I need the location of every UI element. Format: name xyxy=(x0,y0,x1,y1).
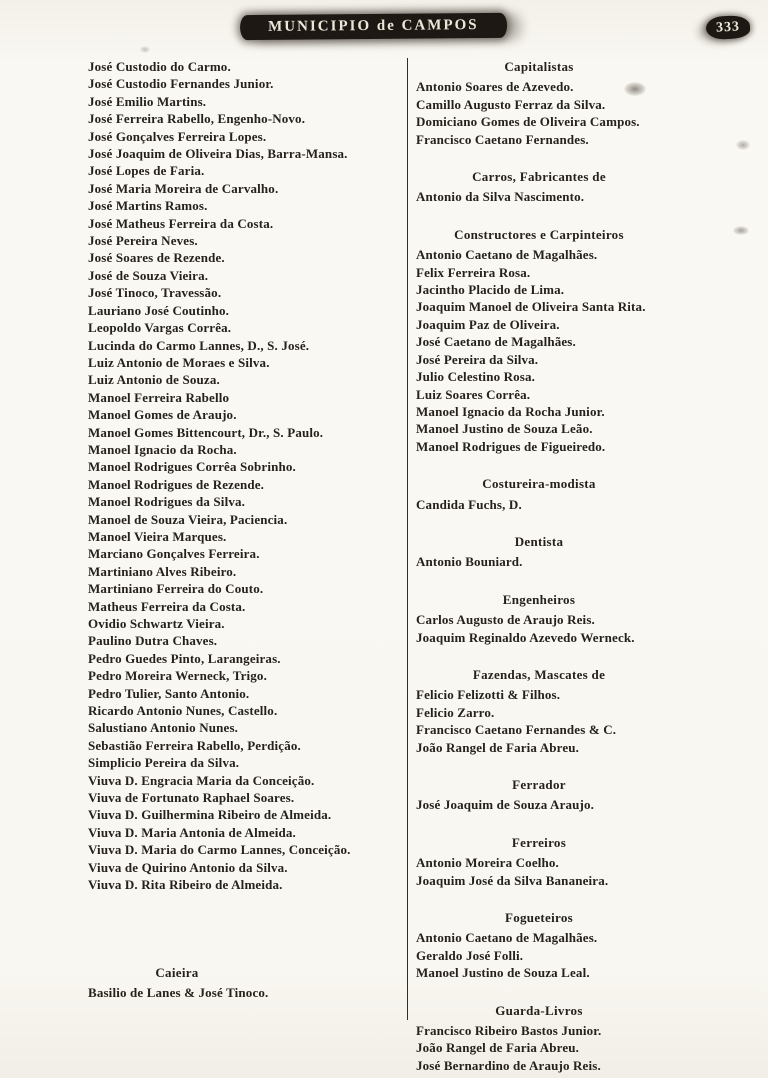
directory-entry: Viuva D. Maria do Carmo Lannes, Conceição. xyxy=(88,842,351,858)
directory-entry: Manoel Justino de Souza Leão. xyxy=(416,421,593,437)
ink-smudge xyxy=(140,46,150,53)
header-title-band xyxy=(240,13,507,40)
directory-entry: Jacintho Placido de Lima. xyxy=(416,282,565,298)
directory-section xyxy=(416,226,746,455)
directory-entry: Antonio da Silva Nascimento. xyxy=(416,189,585,205)
directory-entry: Manoel Rodrigues de Figueiredo. xyxy=(416,438,606,454)
directory-entry: Leopoldo Vargas Corrêa. xyxy=(88,320,232,336)
directory-entry: Antonio Caetano de Magalhães. xyxy=(416,930,598,946)
directory-entry: Manoel Rodrigues Corrêa Sobrinho. xyxy=(88,459,296,475)
header-title: MUNICIPIO de CAMPOS xyxy=(268,17,479,35)
directory-entry: Viuva de Fortunato Raphael Soares. xyxy=(88,790,295,806)
directory-entry: Basilio de Lanes & José Tinoco. xyxy=(88,984,269,1000)
directory-entry: Manoel Gomes de Araujo. xyxy=(88,407,237,423)
directory-entry: Francisco Ribeiro Bastos Junior. xyxy=(416,1023,602,1039)
section-heading: Ferrador xyxy=(512,777,566,792)
page-number-badge xyxy=(705,15,750,40)
right-column xyxy=(408,58,746,1073)
section-heading: Guarda-Livros xyxy=(495,1002,583,1018)
directory-entry: João Rangel de Faria Abreu. xyxy=(416,739,580,755)
directory-entry: José Emilio Martins. xyxy=(88,93,207,109)
directory-entry: Pedro Moreira Werneck, Trigo. xyxy=(88,668,267,684)
directory-entry: Francisco Caetano Fernandes & C. xyxy=(416,722,617,738)
directory-entry: Felicio Felizotti & Filhos. xyxy=(416,687,561,703)
directory-entry: José Joaquim de Oliveira Dias, Barra-Mansa. xyxy=(88,146,348,162)
directory-entry: Martiniano Ferreira do Couto. xyxy=(88,581,264,597)
directory-entry: José Pereira Neves. xyxy=(88,233,198,249)
directory-entry: Felicio Zarro. xyxy=(416,704,495,720)
directory-entry: José Pereira da Silva. xyxy=(416,351,539,367)
directory-entry: Manoel Ignacio da Rocha Junior. xyxy=(416,403,605,419)
section-heading: Constructores e Carpinteiros xyxy=(454,226,624,242)
directory-entry: Camillo Augusto Ferraz da Silva. xyxy=(416,96,606,112)
directory-entry: Domiciano Gomes de Oliveira Campos. xyxy=(416,114,640,130)
directory-entry: Matheus Ferreira da Costa. xyxy=(88,598,246,614)
directory-entry: José Bernardino de Araujo Reis. xyxy=(416,1057,601,1073)
directory-entry: Sebastião Ferreira Rabello, Perdição. xyxy=(88,737,301,753)
directory-entry: Luiz Antonio de Souza. xyxy=(88,372,220,388)
directory-section xyxy=(416,834,746,889)
directory-entry: Carlos Augusto de Araujo Reis. xyxy=(416,612,595,628)
section-heading: Dentista xyxy=(514,533,564,549)
directory-entry: Martiniano Alves Ribeiro. xyxy=(88,563,237,579)
directory-entry: Antonio Soares de Azevedo. xyxy=(416,79,574,95)
directory-entry: Lucinda do Carmo Lannes, D., S. José. xyxy=(88,337,310,353)
directory-entry: Viuva D. Guilhermina Ribeiro de Almeida. xyxy=(88,807,332,823)
directory-section xyxy=(416,168,746,206)
directory-entry: Viuva D. Rita Ribeiro de Almeida. xyxy=(88,877,283,893)
directory-entry: José Maria Moreira de Carvalho. xyxy=(88,180,279,196)
directory-entry: Paulino Dutra Chaves. xyxy=(88,633,218,649)
directory-entry: Manoel Rodrigues de Rezende. xyxy=(88,476,265,492)
directory-entry: Manoel Ferreira Rabello xyxy=(88,389,230,405)
section-heading: Engenheiros xyxy=(502,591,576,607)
directory-entry: Pedro Tulier, Santo Antonio. xyxy=(88,685,250,701)
directory-entry: José Gonçalves Ferreira Lopes. xyxy=(88,128,267,144)
directory-section xyxy=(416,533,746,571)
directory-entry: José Soares de Rezende. xyxy=(88,250,225,266)
section-heading: Ferreiros xyxy=(511,834,567,850)
directory-entry: Manoel Vieira Marques. xyxy=(88,528,227,544)
directory-entry: Ricardo Antonio Nunes, Castello. xyxy=(88,703,278,719)
directory-entry: José Matheus Ferreira da Costa. xyxy=(88,215,274,231)
directory-entry: Geraldo José Folli. xyxy=(416,947,524,963)
directory-section xyxy=(416,591,746,646)
directory-entry: Viuva D. Maria Antonia de Almeida. xyxy=(88,824,296,840)
directory-entry: José Lopes de Faria. xyxy=(88,163,205,179)
directory-section xyxy=(88,58,406,894)
directory-entry: Salustiano Antonio Nunes. xyxy=(88,720,239,736)
section-heading: Fogueteiros xyxy=(504,910,574,926)
directory-entry: José Ferreira Rabello, Engenho-Novo. xyxy=(88,111,306,127)
directory-entry: Pedro Guedes Pinto, Larangeiras. xyxy=(88,650,281,666)
directory-entry: José Caetano de Magalhães. xyxy=(416,334,576,350)
directory-entry: Antonio Caetano de Magalhães. xyxy=(416,247,598,263)
directory-section xyxy=(416,1002,746,1075)
directory-section xyxy=(416,475,746,513)
section-heading: Carros, Fabricantes de xyxy=(472,169,606,185)
directory-section xyxy=(416,58,746,148)
directory-entry: José Martins Ramos. xyxy=(88,198,208,214)
directory-entry: Felix Ferreira Rosa. xyxy=(416,264,531,280)
section-heading: Costureira-modista xyxy=(482,476,596,492)
directory-entry: José de Souza Vieira. xyxy=(88,267,209,283)
directory-section xyxy=(88,964,406,1002)
directory-entry: Joaquim Manoel de Oliveira Santa Rita. xyxy=(416,299,646,315)
directory-entry: Manoel de Souza Vieira, Paciencia. xyxy=(88,511,288,527)
directory-entry: Simplicio Pereira da Silva. xyxy=(88,755,240,771)
left-column xyxy=(88,58,406,1022)
directory-entry: Joaquim Reginaldo Azevedo Werneck. xyxy=(416,629,635,645)
directory-entry: Manoel Gomes Bittencourt, Dr., S. Paulo. xyxy=(88,424,324,440)
directory-section xyxy=(416,776,746,814)
directory-entry: José Tinoco, Travessão. xyxy=(88,285,222,301)
directory-entry: Julio Celestino Rosa. xyxy=(416,369,536,385)
section-heading: Capitalistas xyxy=(504,59,574,74)
directory-columns xyxy=(88,58,746,1073)
section-heading: Fazendas, Mascates de xyxy=(472,666,606,682)
directory-entry: Candida Fuchs, D. xyxy=(416,496,522,512)
directory-entry: Lauriano José Coutinho. xyxy=(88,302,230,318)
directory-entry: Marciano Gonçalves Ferreira. xyxy=(88,546,260,562)
directory-entry: José Custodio Fernandes Junior. xyxy=(88,76,274,92)
page-header xyxy=(0,12,768,46)
directory-entry: José Custodio do Carmo. xyxy=(88,59,231,74)
directory-entry: Viuva D. Engracia Maria da Conceição. xyxy=(88,772,315,788)
directory-entry: Francisco Caetano Fernandes. xyxy=(416,131,589,147)
directory-section xyxy=(416,666,746,756)
directory-entry: Manoel Justino de Souza Leal. xyxy=(416,965,590,981)
directory-entry: João Rangel de Faria Abreu. xyxy=(416,1040,580,1056)
directory-entry: Luiz Antonio de Moraes e Silva. xyxy=(88,354,270,370)
directory-entry: Joaquim José da Silva Bananeira. xyxy=(416,872,609,888)
section-heading: Caieira xyxy=(155,964,199,980)
directory-entry: Joaquim Paz de Oliveira. xyxy=(416,316,560,332)
directory-entry: Antonio Bouniard. xyxy=(416,554,523,570)
directory-section xyxy=(416,909,746,982)
directory-entry: Ovidio Schwartz Vieira. xyxy=(88,616,225,631)
directory-entry: Antonio Moreira Coelho. xyxy=(416,855,559,871)
directory-entry: Manoel Rodrigues da Silva. xyxy=(88,494,246,510)
directory-entry: José Joaquim de Souza Araujo. xyxy=(416,797,595,813)
directory-entry: Manoel Ignacio da Rocha. xyxy=(88,441,237,457)
directory-entry: Viuva de Quirino Antonio da Silva. xyxy=(88,859,288,875)
directory-entry: Luiz Soares Corrêa. xyxy=(416,386,531,402)
page-number: 333 xyxy=(715,19,741,36)
